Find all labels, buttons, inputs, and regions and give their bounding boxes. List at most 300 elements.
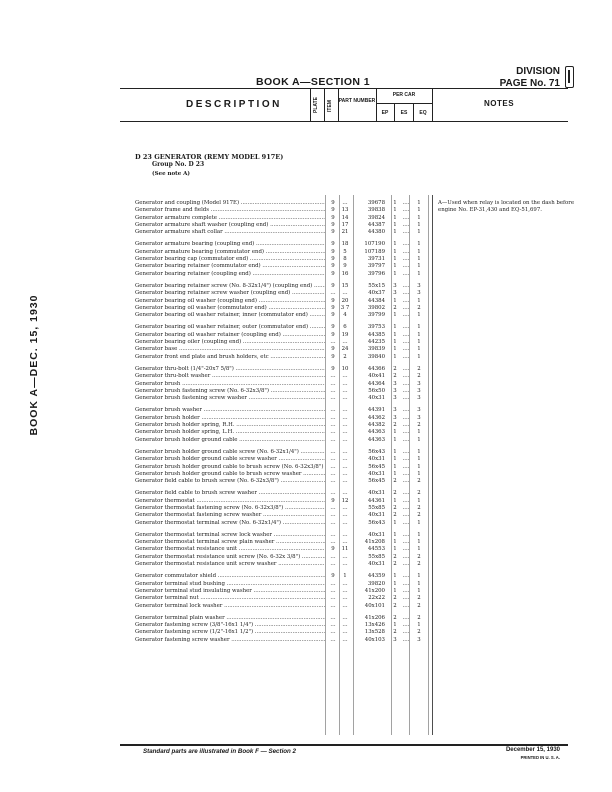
part-number: 56x43 bbox=[368, 519, 385, 526]
plate-number: 9 bbox=[331, 573, 335, 580]
eq-quantity: 2 bbox=[417, 373, 421, 380]
item-number: ... bbox=[342, 448, 348, 455]
plate-number: ... bbox=[330, 470, 336, 477]
es-quantity: .... bbox=[402, 614, 410, 621]
part-description: Generator terminal plain washer ..... bbox=[135, 615, 325, 622]
table-row bbox=[135, 271, 575, 278]
ep-quantity: 2 bbox=[393, 373, 397, 380]
es-quantity: .... bbox=[402, 497, 410, 504]
item-number: ... bbox=[342, 531, 348, 538]
column-divider bbox=[310, 89, 311, 121]
part-number: 44553 bbox=[367, 546, 385, 553]
part-number: 44380 bbox=[367, 229, 385, 236]
part-number: 41x208 bbox=[364, 539, 385, 546]
part-number-column-header: PART NUMBER bbox=[338, 98, 376, 104]
es-quantity: .... bbox=[402, 290, 410, 297]
table-row bbox=[135, 283, 575, 290]
item-number: ... bbox=[342, 387, 348, 394]
part-number: 107189 bbox=[364, 248, 385, 255]
table-row bbox=[135, 498, 575, 505]
part-description: Generator bearing retainer screw (No. 8-32x1/4") (coupling end) ..... bbox=[135, 283, 325, 290]
eq-quantity: 3 bbox=[417, 387, 421, 394]
eq-quantity: 1 bbox=[417, 346, 421, 353]
division-label: DIVISION bbox=[516, 66, 560, 77]
ep-quantity: 1 bbox=[393, 622, 397, 629]
plate-number: 9 bbox=[331, 207, 335, 214]
plate-number: 9 bbox=[331, 221, 335, 228]
ep-quantity: 2 bbox=[393, 422, 397, 429]
part-number: 39731 bbox=[367, 256, 385, 263]
es-quantity: .... bbox=[402, 414, 410, 421]
es-quantity: .... bbox=[402, 339, 410, 346]
es-quantity: .... bbox=[402, 622, 410, 629]
part-description: Generator brush holder ground cable to brush screw washer ..... bbox=[135, 471, 325, 478]
item-number: 14 bbox=[341, 214, 349, 221]
item-number: 12 bbox=[341, 497, 349, 504]
part-description: Generator field cable to brush screw (No. 6-32x3/8") ..... bbox=[135, 478, 325, 485]
item-number: 20 bbox=[341, 297, 349, 304]
part-description: Generator thru-bolt washer ..... bbox=[135, 373, 325, 380]
table-row bbox=[135, 603, 575, 610]
part-number: 40x37 bbox=[368, 290, 385, 297]
plate-number: ... bbox=[330, 387, 336, 394]
note-a-text: A—Used when relay is located on the dash before engine No. EP-31,430 and EQ-51,697. bbox=[438, 200, 575, 214]
plate-number: 9 bbox=[331, 282, 335, 289]
table-row bbox=[135, 312, 575, 319]
item-number: ... bbox=[342, 553, 348, 560]
ep-quantity: 2 bbox=[393, 365, 397, 372]
part-number: 39678 bbox=[367, 200, 385, 206]
part-number: 39838 bbox=[367, 207, 385, 214]
plate-number: ... bbox=[330, 436, 336, 443]
es-quantity: .... bbox=[402, 531, 410, 538]
plate-number: ... bbox=[330, 629, 336, 636]
es-quantity: .... bbox=[402, 580, 410, 587]
part-description: Generator armature bearing (commutator end) ..... bbox=[135, 249, 325, 256]
eq-quantity: 1 bbox=[417, 241, 421, 248]
plate-number: 9 bbox=[331, 200, 335, 206]
item-number: 17 bbox=[341, 221, 349, 228]
es-quantity: .... bbox=[402, 207, 410, 214]
printed-in-label: PRINTED IN U. S. A. bbox=[520, 755, 560, 760]
ep-quantity: 3 bbox=[393, 387, 397, 394]
footer-date bbox=[506, 747, 560, 761]
plate-number: 9 bbox=[331, 304, 335, 311]
part-number: 39799 bbox=[367, 312, 385, 319]
item-number: 10 bbox=[341, 365, 349, 372]
item-number: 16 bbox=[341, 270, 349, 277]
item-number: 1 bbox=[343, 573, 347, 580]
table-row bbox=[135, 595, 575, 602]
es-quantity: .... bbox=[402, 214, 410, 221]
part-number: 13x528 bbox=[364, 629, 385, 636]
item-number: ... bbox=[342, 595, 348, 602]
es-quantity: .... bbox=[402, 602, 410, 609]
ep-quantity: 2 bbox=[393, 595, 397, 602]
eq-quantity: 1 bbox=[417, 263, 421, 270]
part-number: 13x426 bbox=[364, 622, 385, 629]
part-number: 39820 bbox=[367, 580, 385, 587]
eq-quantity: 1 bbox=[417, 312, 421, 319]
table-row bbox=[135, 478, 575, 485]
ep-quantity: 1 bbox=[393, 519, 397, 526]
part-number: 44363 bbox=[367, 429, 385, 436]
ep-quantity: 1 bbox=[393, 470, 397, 477]
ep-quantity: 1 bbox=[393, 270, 397, 277]
table-row bbox=[135, 290, 575, 297]
part-description: Generator thermostat fastening screw washer ..... bbox=[135, 512, 325, 519]
es-quantity: .... bbox=[402, 353, 410, 360]
part-number: 56x45 bbox=[368, 463, 385, 470]
table-row bbox=[135, 373, 575, 380]
ep-quantity: 1 bbox=[393, 248, 397, 255]
part-number: 39840 bbox=[367, 353, 385, 360]
ep-quantity: 2 bbox=[393, 561, 397, 568]
item-number: ... bbox=[342, 407, 348, 414]
item-number: 13 bbox=[341, 207, 349, 214]
item-number: ... bbox=[342, 478, 348, 485]
ep-quantity: 1 bbox=[393, 587, 397, 594]
plate-number: 9 bbox=[331, 263, 335, 270]
part-number: 44363 bbox=[367, 436, 385, 443]
table-row bbox=[135, 573, 575, 580]
plate-number: ... bbox=[330, 595, 336, 602]
eq-quantity: 2 bbox=[417, 553, 421, 560]
ep-quantity: 1 bbox=[393, 346, 397, 353]
part-description: Generator fastening screw washer ..... bbox=[135, 637, 325, 644]
part-description: Generator bearing oil washer (commutator end) ..... bbox=[135, 305, 325, 312]
part-description: Generator thermostat terminal screw (No. 6-32x1/4") ..... bbox=[135, 520, 325, 527]
es-quantity: .... bbox=[402, 373, 410, 380]
table-row bbox=[135, 407, 575, 414]
eq-quantity: 1 bbox=[417, 214, 421, 221]
ep-quantity: 3 bbox=[393, 395, 397, 402]
table-row bbox=[135, 490, 575, 497]
item-number: ... bbox=[342, 622, 348, 629]
part-number: 40x31 bbox=[368, 456, 385, 463]
es-quantity: .... bbox=[402, 546, 410, 553]
item-number: ... bbox=[342, 414, 348, 421]
part-description: Generator thermostat terminal screw plain washer ..... bbox=[135, 539, 325, 546]
es-quantity: .... bbox=[402, 200, 410, 206]
item-number: ... bbox=[342, 470, 348, 477]
ep-quantity: 2 bbox=[393, 304, 397, 311]
ep-quantity: 1 bbox=[393, 573, 397, 580]
plate-number: ... bbox=[330, 373, 336, 380]
plate-number: 9 bbox=[331, 365, 335, 372]
table-row bbox=[135, 449, 575, 456]
eq-quantity: 3 bbox=[417, 395, 421, 402]
item-number: ... bbox=[342, 504, 348, 511]
item-number: ... bbox=[342, 339, 348, 346]
parts-list bbox=[135, 200, 575, 644]
table-row bbox=[135, 381, 575, 388]
part-description: Generator terminal stud insulating washer ..... bbox=[135, 588, 325, 595]
es-quantity: .... bbox=[402, 553, 410, 560]
plate-number: 9 bbox=[331, 346, 335, 353]
item-column-header: ITEM bbox=[327, 100, 333, 112]
part-description: Generator bearing oil washer retainer, outer (commutator end) ..... bbox=[135, 324, 325, 331]
ep-quantity: 1 bbox=[393, 580, 397, 587]
item-number: 18 bbox=[341, 241, 349, 248]
part-description: Generator brush ..... bbox=[135, 381, 325, 388]
table-row bbox=[135, 437, 575, 444]
part-description: Generator brush holder ground cable ..... bbox=[135, 437, 325, 444]
plate-number: ... bbox=[330, 429, 336, 436]
plate-number: ... bbox=[330, 448, 336, 455]
item-number: 2 bbox=[343, 353, 347, 360]
es-quantity: .... bbox=[402, 478, 410, 485]
eq-quantity: 1 bbox=[417, 331, 421, 338]
eq-quantity: 1 bbox=[417, 429, 421, 436]
table-row bbox=[135, 241, 575, 248]
group-number: Group No. D 23 bbox=[152, 161, 205, 168]
part-description: Generator thermostat ..... bbox=[135, 498, 325, 505]
eq-quantity: 2 bbox=[417, 561, 421, 568]
es-quantity: .... bbox=[402, 595, 410, 602]
ep-quantity: 1 bbox=[393, 214, 397, 221]
item-number: 5 bbox=[343, 248, 347, 255]
ep-quantity: 1 bbox=[393, 339, 397, 346]
plate-number: ... bbox=[330, 602, 336, 609]
standard-parts-note: Standard parts are illustrated in Book F — Section 2 bbox=[143, 748, 297, 755]
column-header-band bbox=[120, 88, 568, 122]
ep-quantity: 1 bbox=[393, 429, 397, 436]
table-row bbox=[135, 395, 575, 402]
part-number: 44382 bbox=[367, 422, 385, 429]
item-number: 15 bbox=[341, 282, 349, 289]
item-number: ... bbox=[342, 580, 348, 587]
es-quantity: .... bbox=[402, 380, 410, 387]
es-column-header: ES bbox=[400, 110, 408, 116]
item-number: ... bbox=[342, 429, 348, 436]
eq-quantity: 2 bbox=[417, 595, 421, 602]
eq-quantity: 2 bbox=[417, 304, 421, 311]
book-section-title: BOOK A—SECTION 1 bbox=[256, 76, 370, 88]
part-number: 44366 bbox=[367, 365, 385, 372]
item-number: 11 bbox=[341, 546, 349, 553]
ep-quantity: 1 bbox=[393, 200, 397, 206]
es-quantity: .... bbox=[402, 470, 410, 477]
part-description: Generator bearing oil washer retainer (coupling end) ..... bbox=[135, 332, 325, 339]
part-number: 40x103 bbox=[364, 636, 385, 643]
item-number: ... bbox=[342, 636, 348, 643]
side-date-label: BOOK A—DEC. 15, 1930 bbox=[28, 294, 40, 436]
part-number: 39797 bbox=[367, 263, 385, 270]
part-number: 44359 bbox=[367, 573, 385, 580]
part-number: 40x31 bbox=[368, 512, 385, 519]
part-description: Generator brush holder spring, L.H. ..... bbox=[135, 429, 325, 436]
item-number: ... bbox=[342, 614, 348, 621]
ep-column-header: EP bbox=[381, 110, 389, 116]
item-number: 3 7 bbox=[340, 304, 350, 311]
ep-quantity: 2 bbox=[393, 614, 397, 621]
part-description: Generator bearing retainer (coupling end) ..... bbox=[135, 271, 325, 278]
eq-quantity: 2 bbox=[417, 422, 421, 429]
eq-quantity: 1 bbox=[417, 519, 421, 526]
es-quantity: .... bbox=[402, 229, 410, 236]
es-quantity: .... bbox=[402, 504, 410, 511]
es-quantity: .... bbox=[402, 456, 410, 463]
eq-quantity: 3 bbox=[417, 282, 421, 289]
table-row bbox=[135, 539, 575, 546]
table-row bbox=[135, 520, 575, 527]
es-quantity: .... bbox=[402, 573, 410, 580]
ep-quantity: 3 bbox=[393, 636, 397, 643]
table-row bbox=[135, 512, 575, 519]
table-row bbox=[135, 532, 575, 539]
plate-number: ... bbox=[330, 622, 336, 629]
item-number: ... bbox=[342, 373, 348, 380]
part-description: Generator fastening screw (3/8"-16x1 1/4") ..... bbox=[135, 622, 325, 629]
plate-number: ... bbox=[330, 456, 336, 463]
table-row bbox=[135, 215, 575, 222]
plate-number: 9 bbox=[331, 214, 335, 221]
part-description: Generator brush fastening screw (No. 6-32x3/8") ..... bbox=[135, 388, 325, 395]
part-description: Generator brush holder ground cable to brush screw (No. 6-32x3/8") ..... bbox=[135, 464, 325, 471]
ep-quantity: 3 bbox=[393, 290, 397, 297]
plate-number: ... bbox=[330, 539, 336, 546]
ep-quantity: 1 bbox=[393, 463, 397, 470]
ep-quantity: 1 bbox=[393, 448, 397, 455]
plate-number: ... bbox=[330, 339, 336, 346]
part-number: 39802 bbox=[367, 304, 385, 311]
eq-quantity: 1 bbox=[417, 221, 421, 228]
es-quantity: .... bbox=[402, 448, 410, 455]
table-row bbox=[135, 422, 575, 429]
table-row bbox=[135, 464, 575, 471]
ep-quantity: 2 bbox=[393, 602, 397, 609]
ep-quantity: 1 bbox=[393, 297, 397, 304]
notes-column-header: NOTES bbox=[484, 99, 515, 108]
item-number: 19 bbox=[341, 331, 349, 338]
eq-quantity: 2 bbox=[417, 614, 421, 621]
es-quantity: .... bbox=[402, 436, 410, 443]
part-description: Generator bearing retainer (commutator end) ..... bbox=[135, 263, 325, 270]
eq-quantity: 3 bbox=[417, 380, 421, 387]
eq-quantity: 2 bbox=[417, 629, 421, 636]
part-description: Generator brush holder spring, R.H. ..... bbox=[135, 422, 325, 429]
plate-number: 9 bbox=[331, 497, 335, 504]
plate-number: 9 bbox=[331, 324, 335, 331]
ep-quantity: 1 bbox=[393, 256, 397, 263]
es-quantity: .... bbox=[402, 346, 410, 353]
part-description: Generator armature complete ..... bbox=[135, 215, 325, 222]
es-quantity: .... bbox=[402, 312, 410, 319]
es-quantity: .... bbox=[402, 365, 410, 372]
part-description: Generator commutator shield ..... bbox=[135, 573, 325, 580]
table-row bbox=[135, 298, 575, 305]
part-description: Generator brush holder ground cable screw washer ..... bbox=[135, 456, 325, 463]
part-description: Generator front end plate and brush holders, etc ..... bbox=[135, 354, 325, 361]
part-description: Generator fastening screw (1/2"-16x1 1/2") ..... bbox=[135, 629, 325, 636]
plate-number: 9 bbox=[331, 248, 335, 255]
eq-quantity: 1 bbox=[417, 270, 421, 277]
plate-number: ... bbox=[330, 587, 336, 594]
table-row bbox=[135, 622, 575, 629]
es-quantity: .... bbox=[402, 241, 410, 248]
page-number: PAGE No. 71 bbox=[499, 78, 560, 89]
part-number: 39839 bbox=[367, 346, 385, 353]
item-number: ... bbox=[342, 602, 348, 609]
table-row bbox=[135, 629, 575, 636]
plate-number: ... bbox=[330, 561, 336, 568]
part-number: 40x31 bbox=[368, 395, 385, 402]
es-quantity: .... bbox=[402, 324, 410, 331]
plate-number: ... bbox=[330, 380, 336, 387]
part-description: Generator brush holder ..... bbox=[135, 415, 325, 422]
ep-quantity: 3 bbox=[393, 282, 397, 289]
ep-quantity: 3 bbox=[393, 380, 397, 387]
plate-number: ... bbox=[330, 531, 336, 538]
group-note: (See note A) bbox=[152, 171, 190, 177]
part-description: Generator bearing oil washer retainer, inner (commutator end) ..... bbox=[135, 312, 325, 319]
ep-quantity: 1 bbox=[393, 312, 397, 319]
table-row bbox=[135, 637, 575, 644]
table-row bbox=[135, 332, 575, 339]
es-quantity: .... bbox=[402, 297, 410, 304]
plate-number: ... bbox=[330, 519, 336, 526]
part-description: Generator bearing retainer screw washer (coupling end) ..... bbox=[135, 290, 325, 297]
eq-quantity: 1 bbox=[417, 456, 421, 463]
es-quantity: .... bbox=[402, 256, 410, 263]
part-number: 39796 bbox=[367, 270, 385, 277]
eq-quantity: 3 bbox=[417, 636, 421, 643]
table-row bbox=[135, 263, 575, 270]
item-number: ... bbox=[342, 587, 348, 594]
plate-number: ... bbox=[330, 478, 336, 485]
part-number: 40x31 bbox=[368, 470, 385, 477]
ep-quantity: 1 bbox=[393, 546, 397, 553]
part-description: Generator field cable to brush screw washer ..... bbox=[135, 490, 325, 497]
plate-column-header: PLATE bbox=[313, 96, 319, 113]
part-description: Generator thermostat terminal screw lock washer ..... bbox=[135, 532, 325, 539]
eq-quantity: 2 bbox=[417, 504, 421, 511]
es-quantity: .... bbox=[402, 587, 410, 594]
ep-quantity: 1 bbox=[393, 539, 397, 546]
ep-quantity: 1 bbox=[393, 324, 397, 331]
es-quantity: .... bbox=[402, 248, 410, 255]
part-number: 56x43 bbox=[368, 448, 385, 455]
es-quantity: .... bbox=[402, 512, 410, 519]
eq-quantity: 1 bbox=[417, 436, 421, 443]
plate-number: ... bbox=[330, 636, 336, 643]
part-number: 40x31 bbox=[368, 531, 385, 538]
table-row bbox=[135, 415, 575, 422]
per-car-divider bbox=[376, 103, 432, 104]
plate-number: 9 bbox=[331, 546, 335, 553]
item-number: ... bbox=[342, 422, 348, 429]
eq-quantity: 1 bbox=[417, 353, 421, 360]
es-quantity: .... bbox=[402, 490, 410, 497]
item-number: 21 bbox=[341, 229, 349, 236]
part-number: 40x31 bbox=[368, 490, 385, 497]
es-quantity: .... bbox=[402, 561, 410, 568]
item-number: ... bbox=[342, 395, 348, 402]
part-description: Generator brush holder ground cable screw (No. 6-32x1/4") ..... bbox=[135, 449, 325, 456]
es-quantity: .... bbox=[402, 422, 410, 429]
table-row bbox=[135, 229, 575, 236]
part-description: Generator bearing oiler (coupling end) ..... bbox=[135, 339, 325, 346]
item-number: 24 bbox=[341, 346, 349, 353]
eq-quantity: 2 bbox=[417, 365, 421, 372]
es-quantity: .... bbox=[402, 463, 410, 470]
table-row bbox=[135, 456, 575, 463]
es-quantity: .... bbox=[402, 331, 410, 338]
part-number: 41x200 bbox=[364, 587, 385, 594]
page-tab-icon bbox=[565, 66, 574, 88]
item-number: ... bbox=[342, 561, 348, 568]
